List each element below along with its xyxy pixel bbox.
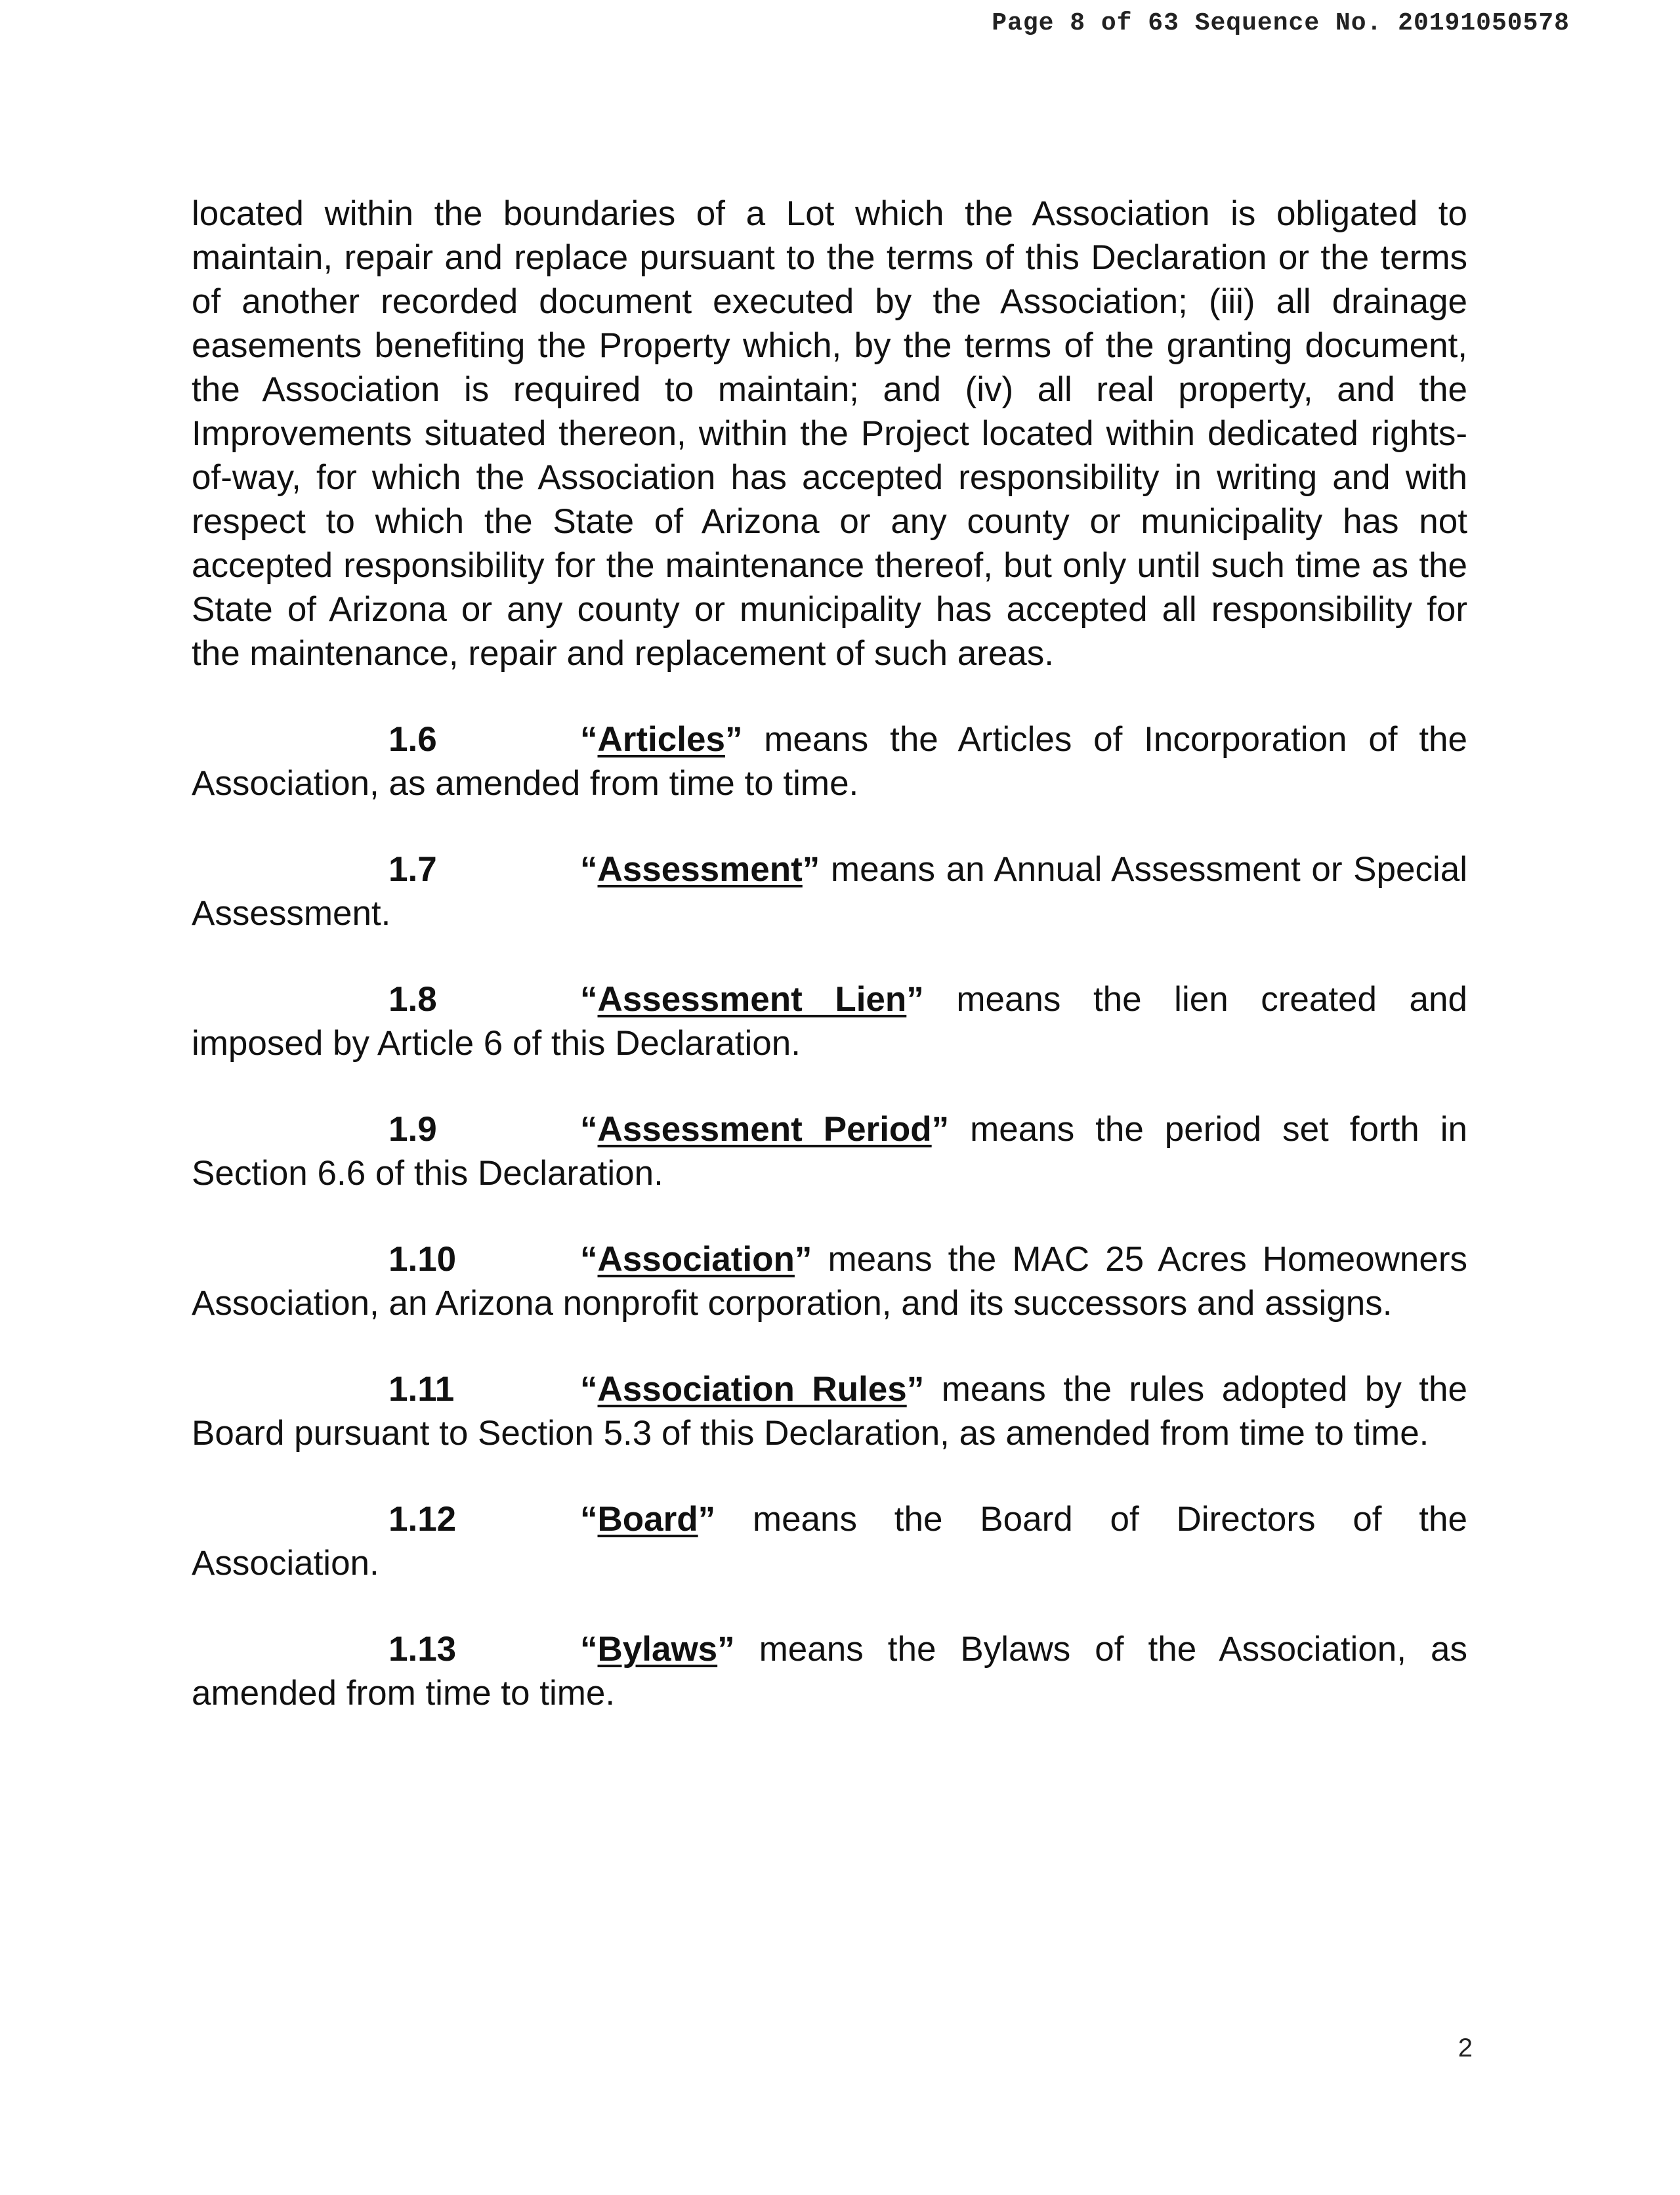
defined-term: “Association” <box>580 1240 812 1279</box>
definition-text: means the MAC 25 Acres Homeowners Association, an Arizona nonprofit corporation, and its successors and assigns. <box>192 1240 1467 1323</box>
definition-text: means the lien created and imposed by Article 6 of this Declaration. <box>192 980 1467 1063</box>
section-number: 1.10 <box>388 1240 457 1279</box>
definition-text: means the Articles of Incorporation of the Association, as amended from time to time. <box>192 720 1467 803</box>
defined-term: “Assessment Period” <box>580 1110 950 1149</box>
defined-term: “Board” <box>580 1500 716 1539</box>
section-number: 1.9 <box>388 1110 437 1149</box>
definition-text: means the Bylaws of the Association, as amended from time to time. <box>192 1630 1467 1713</box>
section-number: 1.11 <box>388 1370 455 1409</box>
section-number: 1.13 <box>388 1630 457 1669</box>
definition-text: means the rules adopted by the Board pursuant to Section 5.3 of this Declaration, as amended from time to time. <box>192 1370 1467 1453</box>
section-number: 1.7 <box>388 850 437 889</box>
definition-1-9 <box>192 1107 1467 1195</box>
document-body <box>192 192 1467 1715</box>
definition-text: means the Board of Directors of the Association. <box>192 1500 1467 1583</box>
definition-1-12 <box>192 1497 1467 1585</box>
page-number: 2 <box>1458 2034 1473 2062</box>
definition-1-13 <box>192 1627 1467 1715</box>
definition-1-10 <box>192 1237 1467 1325</box>
defined-term: “Articles” <box>580 720 743 759</box>
definition-1-11 <box>192 1367 1467 1455</box>
definition-text: means an Annual Assessment or Special Assessment. <box>192 850 1467 933</box>
defined-term: “Association Rules” <box>580 1370 925 1409</box>
definition-text: means the period set forth in Section 6.6 of this Declaration. <box>192 1110 1467 1193</box>
defined-term: “Bylaws” <box>580 1630 735 1669</box>
page-header: Page 8 of 63 Sequence No. 20191050578 <box>992 9 1570 37</box>
defined-term: “Assessment Lien” <box>580 980 924 1019</box>
definition-1-7 <box>192 847 1467 935</box>
definition-1-8 <box>192 977 1467 1065</box>
section-number: 1.6 <box>388 720 437 759</box>
definition-1-6 <box>192 717 1467 805</box>
section-number: 1.8 <box>388 980 437 1019</box>
section-number: 1.12 <box>388 1500 457 1539</box>
defined-term: “Assessment” <box>580 850 820 889</box>
intro-paragraph: located within the boundaries of a Lot which the Association is obligated to maintain, repair and replace pursuant to the terms of this Declaration or the terms of another recorded document executed by the Association; (iii) all drainage easements benefiting the Property which, by the terms of the granting document, the Association is required to maintain; and (iv) all real property, and the Improvements situated thereon, within the Project located within dedicated rights-of-way, for which the Association has accepted responsibility in writing and with respect to which the State of Arizona or any county or municipality has not accepted responsibility for the maintenance thereof, but only until such time as the State of Arizona or any county or municipality has accepted all responsibility for the maintenance, repair and replacement of such areas. <box>192 194 1467 673</box>
